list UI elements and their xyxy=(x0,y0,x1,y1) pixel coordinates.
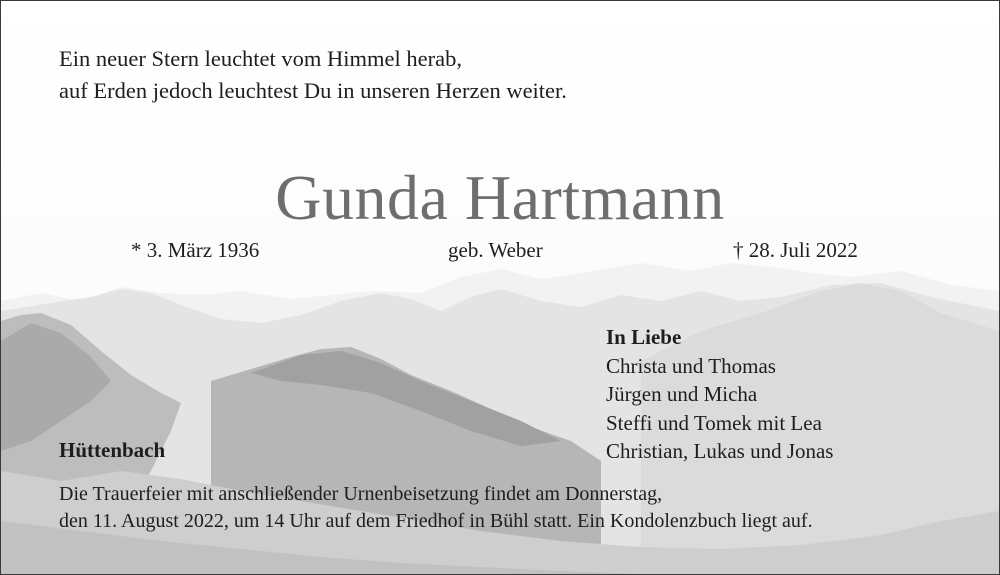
ceremony-line-2: den 11. August 2022, um 14 Uhr auf dem Friedhof in Bühl statt. Ein Kondolenzbuch liegt auf. xyxy=(59,510,813,532)
mourner-name: Christian, Lukas und Jonas xyxy=(606,439,834,463)
mourner-name: Jürgen und Micha xyxy=(606,382,758,406)
place-name: Hüttenbach xyxy=(59,438,166,462)
death-date: † 28. Juli 2022 xyxy=(733,238,858,262)
mourners-list xyxy=(606,323,833,466)
ceremony-line-1: Die Trauerfeier mit anschließender Urnenbeisetzung findet am Donnerstag, xyxy=(59,483,663,505)
mourners-heading: In Liebe xyxy=(606,325,682,349)
mourner-name: Steffi und Tomek mit Lea xyxy=(606,410,822,435)
birth-date: * 3. März 1936 xyxy=(131,238,260,262)
maiden-name: geb. Weber xyxy=(448,238,543,262)
mourner-name: Christa und Thomas xyxy=(606,353,776,378)
deceased-name: Gunda Hartmann xyxy=(275,162,725,233)
ceremony-details xyxy=(59,481,813,535)
memorial-verse xyxy=(59,43,567,107)
verse-line-2: auf Erden jedoch leuchtest Du in unseren Herzen weiter. xyxy=(59,78,567,103)
verse-line-1: Ein neuer Stern leuchtet vom Himmel herab, xyxy=(59,46,463,71)
